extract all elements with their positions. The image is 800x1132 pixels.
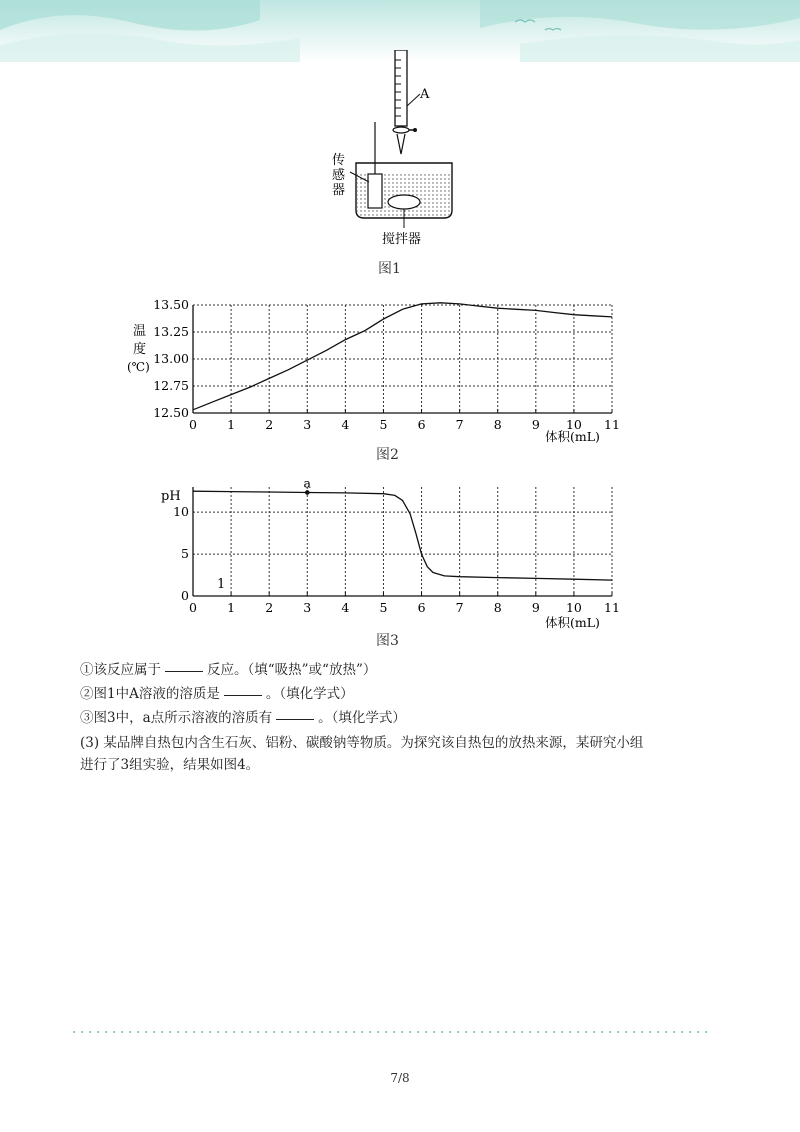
chart3-x-tick-label: 0 [189, 600, 197, 615]
chart2-x-tick-label: 4 [341, 417, 350, 432]
chart2-ylabel-3: (℃) [127, 360, 150, 374]
chart2-ylabel-2: 度 [133, 342, 147, 357]
chart2-x-tick-label: 3 [303, 417, 312, 432]
ph-chart [125, 475, 635, 630]
answer-blank-2[interactable] [224, 694, 262, 696]
label-sensor-3: 器 [332, 183, 346, 198]
question-2-text: ②图1中A溶液的溶质是 [80, 686, 220, 702]
figure3-caption: 图3 [376, 633, 399, 649]
answer-blank-3[interactable] [276, 718, 314, 720]
label-sensor-1: 传 [332, 153, 346, 168]
label-stirrer: 搅拌器 [382, 232, 422, 247]
answer-blank-1[interactable] [165, 670, 203, 672]
chart3-x-tick-label: 10 [565, 600, 582, 615]
chart3-x-tick-label: 7 [455, 600, 464, 615]
question-1-text: ①该反应属于 [80, 662, 161, 678]
chart3-x-tick-label: 5 [379, 600, 388, 615]
chart2-x-tick-label: 7 [455, 417, 464, 432]
burette [393, 50, 417, 154]
chart2-x-tick-label: 10 [565, 417, 582, 432]
chart3-x-tick-label: 11 [604, 600, 620, 615]
chart3-x-tick-label: 1 [227, 600, 236, 615]
question-3-text: ③图3中，a点所示溶液的溶质有 [80, 710, 273, 726]
question-part-3-line-1: (3) 某品牌自热包内含生石灰、铝粉、碳酸钠等物质。为探究该自热包的放热来源，某研究小组 [80, 735, 644, 751]
chart2-xlabel: 体积(mL) [545, 429, 600, 444]
chart3-x-tick-label: 6 [417, 600, 426, 615]
chart2-y-tick-label: 13.50 [153, 297, 189, 312]
temperature-chart [125, 295, 635, 445]
question-2-suffix: 。（填化学式） [265, 686, 354, 702]
point-a-marker [305, 490, 310, 495]
chart3-ylabel: pH [161, 489, 181, 504]
point-a-label: a [303, 475, 311, 491]
question-2 [80, 684, 354, 704]
label-sensor-2: 感 [332, 168, 346, 183]
question-3 [80, 708, 406, 728]
chart2-x-tick-label: 2 [265, 417, 274, 432]
footer-divider [70, 1031, 710, 1033]
chart3-x-tick-label: 2 [265, 600, 274, 615]
label-A: A [420, 87, 430, 102]
chart3-x-tick-label: 3 [303, 600, 312, 615]
chart2-x-tick-label: 5 [379, 417, 388, 432]
chart2-x-tick-label: 9 [531, 417, 540, 432]
figure2-caption: 图2 [376, 447, 399, 463]
chart2-x-tick-label: 0 [189, 417, 197, 432]
question-part-3-line-2: 进行了3组实验，结果如图4。 [80, 757, 260, 773]
chart2-x-tick-label: 6 [417, 417, 426, 432]
chart2-ylabel-1: 温 [133, 324, 147, 339]
chart2-y-tick-label: 13.00 [153, 351, 189, 366]
chart2-x-tick-label: 11 [604, 417, 620, 432]
apparatus-diagram [320, 50, 480, 255]
question-1 [80, 660, 376, 680]
chart2-y-tick-label: 12.50 [153, 405, 189, 420]
chart3-xlabel: 体积(mL) [545, 615, 600, 630]
chart2-series-line [193, 303, 612, 410]
chart3-series-line [193, 491, 612, 580]
chart3-x-tick-label: 8 [493, 600, 502, 615]
chart3-x-tick-label: 4 [341, 600, 350, 615]
page-number: 7/8 [390, 1071, 410, 1085]
chart3-inner-label: 1 [217, 577, 226, 592]
chart2-x-tick-label: 8 [493, 417, 502, 432]
question-1-suffix: 反应。（填“吸热”或“放热”） [207, 662, 377, 678]
chart2-y-tick-label: 13.25 [153, 324, 189, 339]
chart3-y-tick-label: 10 [173, 504, 189, 520]
chart2-y-tick-label: 12.75 [153, 378, 189, 393]
question-3-suffix: 。（填化学式） [318, 710, 406, 726]
chart3-x-tick-label: 9 [531, 600, 540, 615]
figure1-caption: 图1 [378, 261, 401, 277]
chart3-y-tick-label: 5 [181, 546, 189, 562]
chart3-y-tick-label: 0 [181, 588, 189, 603]
chart2-x-tick-label: 1 [227, 417, 236, 432]
